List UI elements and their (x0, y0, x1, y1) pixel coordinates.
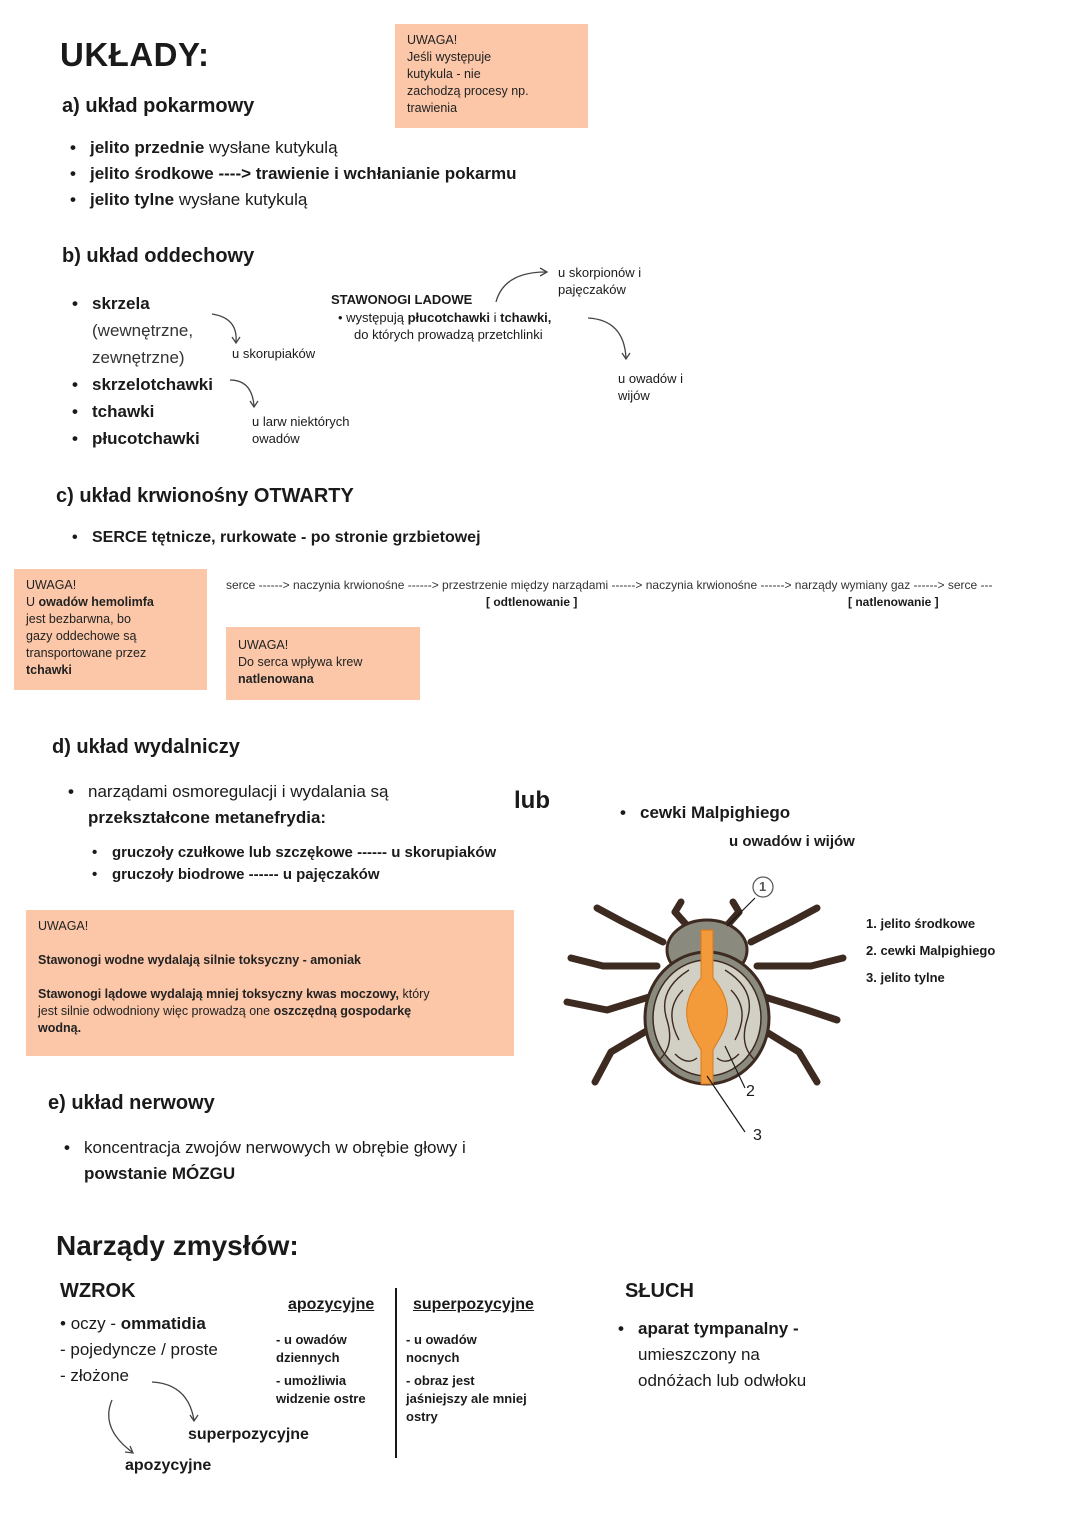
annotation-insects: u owadów i wijów (618, 371, 684, 403)
excretory-list (58, 779, 388, 831)
blood-flow: serce ------> naczynia krwionośne ------> przestrzenie między narządami ------> naczynia krwionośne ------> narządy wymiany gaz ------> serce --- (226, 578, 993, 592)
note-cuticle: UWAGA! Jeśli występuje kutykula - nie zachodzą procesy np. trawienia (395, 24, 588, 128)
list-item: • skrzela (62, 290, 223, 317)
page-title: UKŁADY: (60, 36, 210, 73)
senses-title: Narządy zmysłów: (56, 1230, 299, 1261)
note-hemolymph: UWAGA! U owadów hemolimfa jest bezbarwna, bo gazy oddechowe są transportowane przez tchawki (14, 569, 207, 690)
list-item: • koncentracja zwojów nerwowych w obrębie głowy i powstanie MÓZGU (54, 1135, 466, 1187)
list-item: • tchawki (62, 398, 223, 425)
annotation-larvae: u larw niektórych owadów (252, 414, 350, 446)
land-arthropods-title: STAWONOGI LADOWE (331, 292, 473, 307)
annotation-crustaceans: u skorupiaków (232, 346, 316, 361)
list-item: • jelito środkowe ----> trawienie i wchłanianie pokarmu (60, 161, 517, 187)
vision-heading: WZROK (60, 1280, 136, 1302)
hearing-heading: SŁUCH (625, 1280, 694, 1302)
deoxygenation-label: [ odtlenowanie ] (486, 595, 578, 609)
superposition-heading: superpozycyjne (413, 1296, 534, 1313)
column-divider (395, 1288, 397, 1458)
arrows-icon (100, 1378, 210, 1458)
list-item-sub: (wewnętrzne, (92, 321, 194, 340)
apposition-text: - u owadów dziennych - umożliwia widzenie ostre (276, 1332, 366, 1406)
list-item: • gruczoły biodrowe ------ u pajęczaków (82, 864, 496, 886)
vision-list: • oczy - ommatidia - pojedyncze / proste - złożone (60, 1314, 218, 1385)
list-item: • jelito tylne wysłane kutykulą (60, 187, 517, 213)
diagram-label-3: 3 (753, 1127, 762, 1144)
diagram-label-2: 2 (746, 1083, 755, 1100)
metanephridia-list (82, 842, 496, 886)
or-label: lub (514, 787, 550, 814)
list-item-sub: zewnętrzne) (92, 348, 185, 367)
superposition-label: superpozycyjne (188, 1426, 309, 1443)
apposition-heading: apozycyjne (288, 1296, 375, 1313)
diagram-legend (866, 910, 995, 991)
list-item: • SERCE tętnicze, rurkowate - po stronie grzbietowej (62, 529, 481, 547)
list-item: • płucotchawki (62, 425, 223, 452)
circulatory-list (62, 529, 481, 547)
respiratory-list (62, 290, 223, 452)
section-d-heading: d) układ wydalniczy (52, 736, 240, 758)
note-heart: UWAGA! Do serca wpływa krew natlenowana (226, 627, 420, 700)
oxygenation-label: [ natlenowanie ] (848, 595, 939, 609)
arrow-icon (586, 314, 636, 364)
list-item: • aparat tympanalny - umieszczony na odnóżach lub odwłoku (608, 1316, 806, 1394)
annotation-scorpions: u skorpionów i pajęczaków (558, 265, 642, 297)
malpighian-note: u owadów i wijów (729, 833, 855, 850)
legend-item: 2. cewki Malpighiego (866, 943, 996, 958)
malpighian-list (610, 803, 790, 823)
apposition-label: apozycyjne (125, 1457, 212, 1474)
diagram-label-1: 1 (759, 879, 767, 894)
digestive-list (60, 135, 517, 213)
arrow-icon (228, 376, 268, 416)
arrow-icon (210, 312, 250, 352)
hearing-list (608, 1316, 806, 1394)
section-c-heading: c) układ krwionośny OTWARTY (56, 485, 354, 507)
legend-item: 3. jelito tylne (866, 970, 945, 985)
legend-item: 1. jelito środkowe (866, 916, 976, 931)
list-item: • gruczoły czułkowe lub szczękowe ------ u skorupiaków (82, 842, 496, 864)
nervous-list (54, 1135, 466, 1187)
list-item: • cewki Malpighiego (610, 803, 790, 823)
section-a-heading: a) układ pokarmowy (62, 95, 255, 117)
list-item: • jelito przednie wysłane kutykulą (60, 135, 517, 161)
note-excretion: UWAGA! Stawonogi wodne wydalają silnie toksyczny - amoniak Stawonogi lądowe wydalają mniej toksyczny kwas moczowy, który jest silnie odwodniony więc prowadzą one oszczędną gospodarkę wodną. (26, 910, 514, 1056)
superposition-text: - u owadów nocnych - obraz jest jaśniejszy ale mniej ostry (406, 1332, 527, 1424)
arrow-icon (492, 266, 562, 306)
list-item: • narządami osmoregulacji i wydalania są przekształcone metanefrydia: (58, 779, 388, 831)
insect-diagram (555, 870, 855, 1150)
section-b-heading: b) układ oddechowy (62, 245, 255, 267)
list-item: • skrzelotchawki (62, 371, 223, 398)
land-arthropods-text: • występują płucotchawki i tchawki, do których prowadzą przetchlinki (338, 310, 552, 342)
section-e-heading: e) układ nerwowy (48, 1092, 215, 1114)
